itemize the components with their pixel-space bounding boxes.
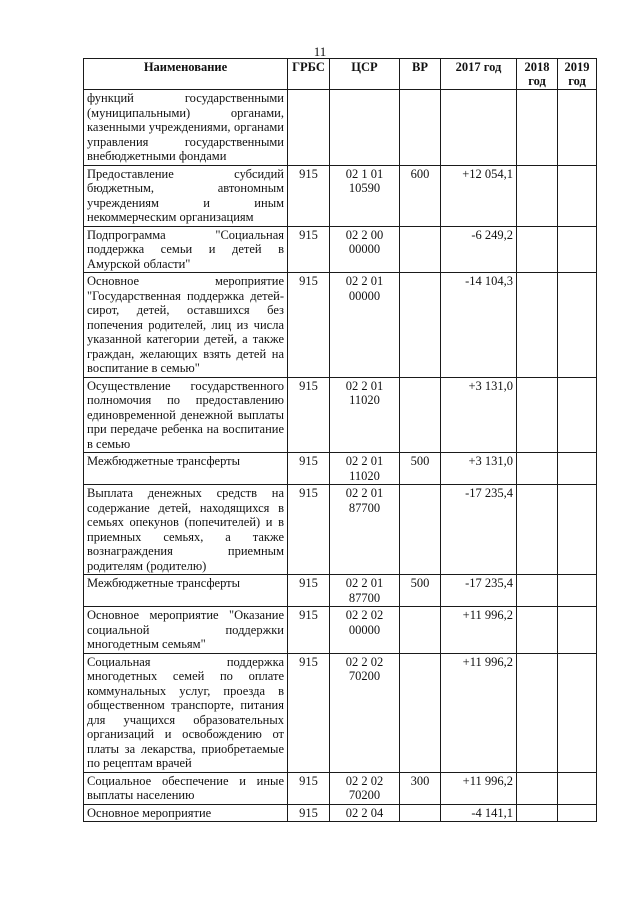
table-row (84, 226, 597, 273)
table-row (84, 165, 597, 226)
cell-csr: 02 1 01 10590 (330, 165, 400, 226)
cell-y2019 (558, 653, 597, 772)
cell-y2019 (558, 226, 597, 273)
cell-name: Основное мероприятие "Оказание социальной поддержки многодетным семьям" (84, 607, 288, 654)
table-body (84, 90, 597, 822)
cell-csr: 02 2 04 (330, 804, 400, 822)
cell-name: Подпрограмма "Социальная поддержка семьи и детей в Амурской области" (84, 226, 288, 273)
cell-y2018 (517, 575, 558, 607)
page-number: 11 (313, 44, 327, 59)
cell-name: Социальное обеспечение и иные выплаты населению (84, 772, 288, 804)
cell-vr: 300 (400, 772, 441, 804)
cell-y2017: +11 996,2 (441, 607, 517, 654)
cell-csr: 02 2 00 00000 (330, 226, 400, 273)
cell-y2017 (441, 90, 517, 166)
cell-vr (400, 377, 441, 453)
cell-y2019 (558, 90, 597, 166)
cell-y2018 (517, 607, 558, 654)
cell-vr (400, 804, 441, 822)
cell-y2018 (517, 653, 558, 772)
cell-y2017: +3 131,0 (441, 453, 517, 485)
cell-y2018 (517, 226, 558, 273)
cell-y2017: -17 235,4 (441, 485, 517, 575)
cell-name: Основное мероприятие (84, 804, 288, 822)
cell-grbs: 915 (288, 273, 330, 378)
cell-name: Выплата денежных средств на содержание детей, находящихся в семьях опекунов (попечителей) и в приемных семьях, а также вознаграждения приемным родителям (родителю) (84, 485, 288, 575)
header-2017: 2017 год (441, 59, 517, 90)
cell-vr (400, 653, 441, 772)
cell-grbs: 915 (288, 485, 330, 575)
cell-y2017: -14 104,3 (441, 273, 517, 378)
table-row (84, 453, 597, 485)
cell-csr: 02 2 01 87700 (330, 575, 400, 607)
cell-y2019 (558, 772, 597, 804)
cell-name: функций государственными (муниципальными) органами, казенными учреждениями, органами управления государственными внебюджетными фондами (84, 90, 288, 166)
cell-grbs: 915 (288, 575, 330, 607)
header-name: Наименование (84, 59, 288, 90)
header-2019: 2019 год (558, 59, 597, 90)
cell-y2018 (517, 453, 558, 485)
cell-vr (400, 90, 441, 166)
cell-vr: 500 (400, 453, 441, 485)
table-row (84, 377, 597, 453)
cell-grbs: 915 (288, 607, 330, 654)
cell-vr (400, 607, 441, 654)
cell-y2018 (517, 772, 558, 804)
cell-name: Социальная поддержка многодетных семей по оплате коммунальных услуг, проезда в общественном транспорте, питания для учащихся образовательных организаций и освобождению от платы за лекарства, приобретаемые по рецептам врачей (84, 653, 288, 772)
cell-y2018 (517, 273, 558, 378)
cell-y2017: +11 996,2 (441, 653, 517, 772)
table-row (84, 485, 597, 575)
cell-name: Межбюджетные трансферты (84, 575, 288, 607)
cell-name: Предоставление субсидий бюджетным, автономным учреждениям и иным некоммерческим организациям (84, 165, 288, 226)
table-row (84, 273, 597, 378)
cell-grbs: 915 (288, 165, 330, 226)
table-row (84, 90, 597, 166)
cell-csr (330, 90, 400, 166)
table-row (84, 804, 597, 822)
cell-y2017: +11 996,2 (441, 772, 517, 804)
table-header (84, 59, 597, 90)
cell-vr (400, 273, 441, 378)
cell-grbs: 915 (288, 804, 330, 822)
cell-y2019 (558, 575, 597, 607)
cell-y2018 (517, 377, 558, 453)
table-row (84, 607, 597, 654)
cell-csr: 02 2 02 00000 (330, 607, 400, 654)
cell-y2019 (558, 453, 597, 485)
cell-grbs: 915 (288, 453, 330, 485)
header-vr: ВР (400, 59, 441, 90)
cell-vr (400, 226, 441, 273)
cell-name: Межбюджетные трансферты (84, 453, 288, 485)
header-csr: ЦСР (330, 59, 400, 90)
cell-csr: 02 2 02 70200 (330, 653, 400, 772)
cell-csr: 02 2 01 11020 (330, 377, 400, 453)
cell-csr: 02 2 01 00000 (330, 273, 400, 378)
cell-y2017: +3 131,0 (441, 377, 517, 453)
cell-name: Основное мероприятие "Государственная поддержка детей-сирот, детей, оставшихся без попечения родителей, лиц из числа указанной категории детей, а также граждан, желающих взять детей на воспитание в семью" (84, 273, 288, 378)
table-row (84, 575, 597, 607)
cell-y2019 (558, 273, 597, 378)
cell-y2019 (558, 485, 597, 575)
cell-y2019 (558, 165, 597, 226)
table-row (84, 772, 597, 804)
cell-grbs: 915 (288, 377, 330, 453)
cell-y2019 (558, 607, 597, 654)
cell-csr: 02 2 01 11020 (330, 453, 400, 485)
cell-grbs: 915 (288, 653, 330, 772)
cell-grbs (288, 90, 330, 166)
cell-y2018 (517, 165, 558, 226)
header-2018: 2018 год (517, 59, 558, 90)
cell-y2017: +12 054,1 (441, 165, 517, 226)
cell-csr: 02 2 01 87700 (330, 485, 400, 575)
table-row (84, 653, 597, 772)
cell-vr (400, 485, 441, 575)
cell-vr: 500 (400, 575, 441, 607)
header-grbs: ГРБС (288, 59, 330, 90)
cell-grbs: 915 (288, 772, 330, 804)
cell-y2019 (558, 377, 597, 453)
budget-table (83, 58, 597, 822)
cell-grbs: 915 (288, 226, 330, 273)
cell-y2018 (517, 90, 558, 166)
cell-y2017: -17 235,4 (441, 575, 517, 607)
cell-y2017: -6 249,2 (441, 226, 517, 273)
cell-y2018 (517, 804, 558, 822)
cell-csr: 02 2 02 70200 (330, 772, 400, 804)
cell-y2017: -4 141,1 (441, 804, 517, 822)
cell-y2018 (517, 485, 558, 575)
cell-name: Осуществление государственного полномочия по предоставлению единовременной денежной выплаты при передаче ребенка на воспитание в семью (84, 377, 288, 453)
cell-y2019 (558, 804, 597, 822)
cell-vr: 600 (400, 165, 441, 226)
